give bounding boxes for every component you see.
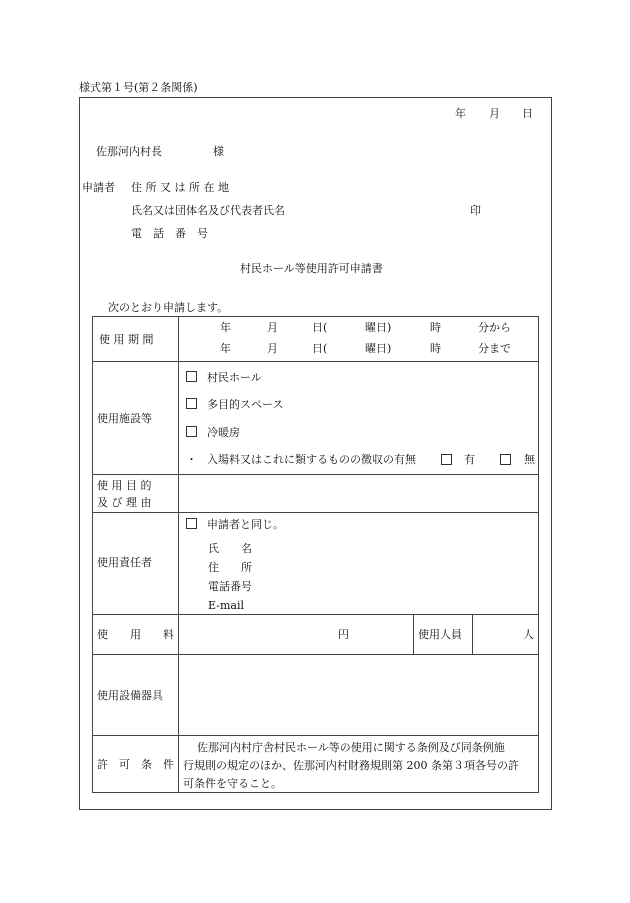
period-start-day: 日( (312, 321, 328, 334)
checkbox-space[interactable] (186, 398, 197, 409)
same-as-applicant-label: 申請者と同じ。 (207, 518, 284, 531)
checkbox-hall[interactable] (186, 371, 197, 382)
applicant-address-label: 住 所 又 は 所 在 地 (131, 181, 229, 194)
fee-no-label: 無 (524, 453, 535, 466)
responsible-label: 使用責任者 (97, 556, 152, 569)
equipment-label: 使用設備器具 (97, 689, 163, 702)
seal-mark: 印 (470, 204, 481, 217)
facility-option-aircon[interactable] (186, 426, 240, 438)
period-start-month: 月 (267, 321, 278, 334)
period-end-hour: 時 (430, 342, 441, 355)
date-year: 年 (455, 107, 466, 120)
period-start-year: 年 (220, 321, 231, 334)
period-end-minute: 分まで (478, 342, 511, 355)
conditions-line1: 佐那河内村庁舎村民ホール等の使用に関する条例及び同条例施 (197, 741, 505, 754)
addressee-honorific: 様 (213, 145, 224, 158)
period-start-hour: 時 (430, 321, 441, 334)
purpose-label-line1: 使 用 目 的 (97, 479, 152, 492)
fee-question: 入場料又はこれに類するものの徴収の有無 (207, 453, 416, 466)
checkbox-same-as-applicant[interactable] (186, 518, 197, 529)
period-start-weekday: 曜日) (365, 321, 392, 334)
applicant-name-label: 氏名又は団体名及び代表者氏名 (131, 204, 285, 217)
conditions-line2: 行規則の規定のほか、佐那河内村財務規則第 200 条第３項各号の許 (183, 759, 519, 772)
equipment-field[interactable] (180, 656, 538, 734)
period-end-year: 年 (220, 342, 231, 355)
checkbox-fee-no[interactable] (500, 454, 511, 465)
intro-text: 次のとおり申請します。 (108, 301, 229, 314)
fee-label: 使 用 料 (97, 628, 174, 641)
purpose-label-line2: 及 び 理 由 (97, 496, 152, 509)
conditions-line3: 可条件を守ること。 (183, 777, 282, 790)
fee-yes-label: 有 (464, 453, 475, 466)
period-end-weekday: 曜日) (365, 342, 392, 355)
applicant-phone-label: 電 話 番 号 (131, 227, 208, 240)
addressee-name: 佐那河内村長 (96, 145, 162, 158)
people-unit: 人 (523, 628, 534, 641)
period-start-minute: 分から (478, 321, 511, 334)
checkbox-aircon[interactable] (186, 426, 197, 437)
same-as-applicant-option[interactable] (186, 518, 284, 530)
responsible-address-label: 住 所 (208, 561, 252, 574)
checkbox-fee-yes[interactable] (441, 454, 452, 465)
applicant-label: 申請者 (82, 181, 115, 194)
period-end-day: 日( (312, 342, 328, 355)
facilities-label: 使用施設等 (97, 412, 152, 425)
period-label: 使 用 期 間 (99, 333, 154, 346)
responsible-email-label: E-mail (208, 599, 244, 612)
facility-hall-label: 村民ホール (207, 371, 262, 384)
responsible-name-label: 氏 名 (208, 542, 252, 555)
purpose-field[interactable] (180, 476, 538, 512)
date-month: 月 (489, 107, 500, 120)
fee-unit: 円 (338, 628, 349, 641)
date-day: 日 (522, 107, 533, 120)
fee-bullet: ・ (186, 453, 197, 466)
responsible-phone-label: 電話番号 (208, 580, 252, 593)
period-end-month: 月 (267, 342, 278, 355)
people-label: 使用人員 (418, 628, 462, 641)
form-title: 村民ホール等使用許可申請書 (240, 262, 383, 275)
facility-aircon-label: 冷暖房 (207, 426, 240, 439)
facility-space-label: 多目的スペース (207, 398, 284, 411)
conditions-label: 許 可 条 件 (97, 758, 174, 771)
form-number: 様式第１号(第２条関係) (79, 81, 198, 94)
facility-option-space[interactable] (186, 398, 283, 410)
facility-option-hall[interactable] (186, 371, 262, 383)
